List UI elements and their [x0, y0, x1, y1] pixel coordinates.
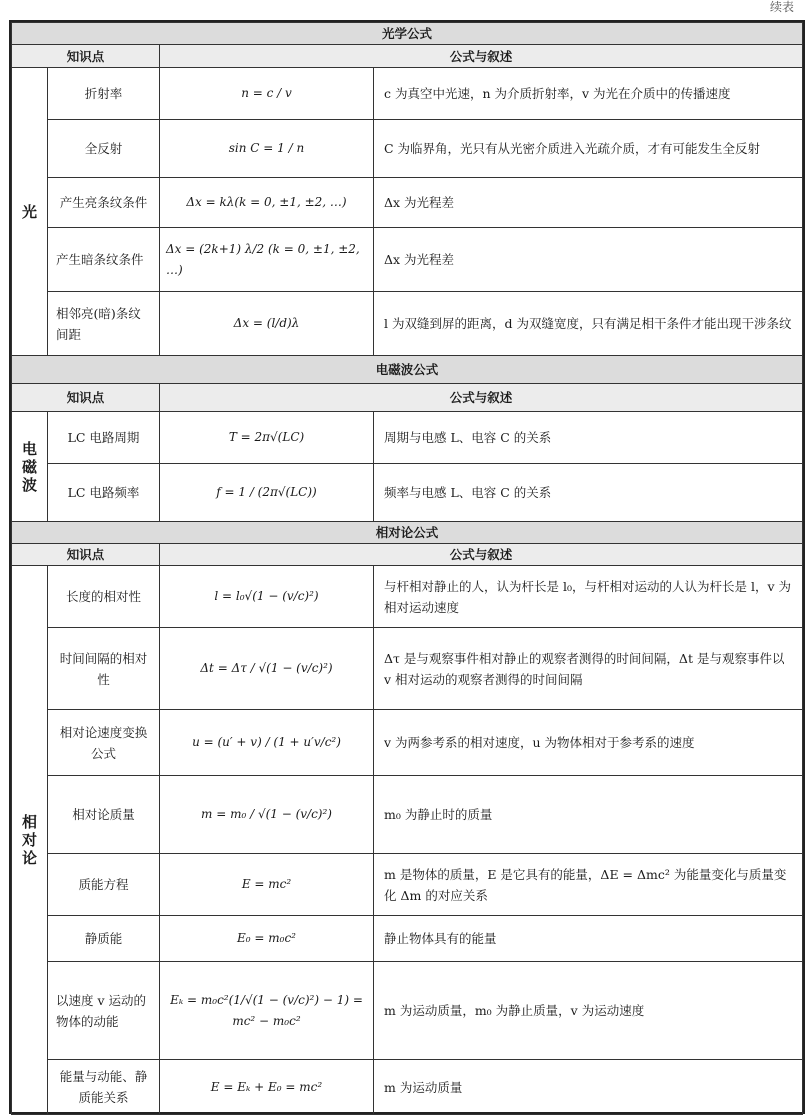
- term-mass-energy: 质能方程: [48, 854, 160, 916]
- formula-length-relativity: l = l₀√(1 − (v/c)²): [160, 566, 374, 628]
- term-refractive-index: 折射率: [48, 68, 160, 120]
- formula-velocity-transform: u = (u′ + v) / (1 + u′v/c²): [160, 710, 374, 776]
- term-length-relativity: 长度的相对性: [48, 566, 160, 628]
- term-total-reflection: 全反射: [48, 120, 160, 178]
- term-energy-relation: 能量与动能、静质能关系: [48, 1060, 160, 1115]
- formula-energy-relation: E = Eₖ + E₀ = mc²: [160, 1060, 374, 1115]
- formula-mass-energy: E = mc²: [160, 854, 374, 916]
- term-kinetic-energy: 以速度 v 运动的物体的动能: [48, 962, 160, 1060]
- term-lc-period: LC 电路周期: [48, 412, 160, 464]
- term-dark-fringe: 产生暗条纹条件: [48, 228, 160, 292]
- section-title-optics: 光学公式: [12, 23, 803, 45]
- desc-length-relativity: 与杆相对静止的人，认为杆长是 l₀，与杆相对运动的人认为杆长是 l，v 为相对运动速度: [374, 566, 803, 628]
- formula-total-reflection: sin C = 1 / n: [160, 120, 374, 178]
- formula-dark-fringe: Δx = (2k+1) λ/2 (k = 0, ±1, ±2, …): [160, 228, 374, 292]
- header-knowledge-point: 知识点: [12, 544, 160, 566]
- desc-time-relativity: Δτ 是与观察事件相对静止的观察者测得的时间间隔，Δt 是与观察事件以 v 相对运动的观察者测得的时间间隔: [374, 628, 803, 710]
- desc-velocity-transform: v 为两参考系的相对速度，u 为物体相对于参考系的速度: [374, 710, 803, 776]
- term-velocity-transform: 相对论速度变换公式: [48, 710, 160, 776]
- header-formula-description: 公式与叙述: [160, 384, 803, 412]
- formula-rest-energy: E₀ = m₀c²: [160, 916, 374, 962]
- desc-refractive-index: c 为真空中光速，n 为介质折射率，v 为光在介质中的传播速度: [374, 68, 803, 120]
- header-formula-description: 公式与叙述: [160, 544, 803, 566]
- section-title-em-waves: 电磁波公式: [12, 356, 803, 384]
- formula-lc-frequency: f = 1 / (2π√(LC)): [160, 464, 374, 522]
- desc-lc-frequency: 频率与电感 L、电容 C 的关系: [374, 464, 803, 522]
- formula-time-relativity: Δt = Δτ / √(1 − (v/c)²): [160, 628, 374, 710]
- formula-refractive-index: n = c / v: [160, 68, 374, 120]
- header-knowledge-point: 知识点: [12, 45, 160, 68]
- desc-kinetic-energy: m 为运动质量，m₀ 为静止质量，v 为运动速度: [374, 962, 803, 1060]
- section-title-relativity: 相对论公式: [12, 522, 803, 544]
- category-optics: 光: [12, 68, 48, 356]
- header-knowledge-point: 知识点: [12, 384, 160, 412]
- continued-mark: 续表: [769, 0, 794, 14]
- formula-lc-period: T = 2π√(LC): [160, 412, 374, 464]
- desc-rest-energy: 静止物体具有的能量: [374, 916, 803, 962]
- formula-fringe-spacing: Δx = (l/d)λ: [160, 292, 374, 356]
- formula-table: [11, 22, 803, 1115]
- desc-mass-energy: m 是物体的质量，E 是它具有的能量，ΔE = Δmc² 为能量变化与质量变化 Δm 的对应关系: [374, 854, 803, 916]
- formula-bright-fringe: Δx = kλ(k = 0, ±1, ±2, …): [160, 178, 374, 228]
- category-relativity: 相对论: [12, 566, 48, 1115]
- desc-lc-period: 周期与电感 L、电容 C 的关系: [374, 412, 803, 464]
- formula-kinetic-energy: Eₖ = m₀c²(1/√(1 − (v/c)²) − 1) = mc² − m₀c²: [160, 962, 374, 1060]
- formula-table-sheet: [9, 20, 805, 1114]
- formula-relativistic-mass: m = m₀ / √(1 − (v/c)²): [160, 776, 374, 854]
- term-fringe-spacing: 相邻亮(暗)条纹间距: [48, 292, 160, 356]
- term-rest-energy: 静质能: [48, 916, 160, 962]
- desc-total-reflection: C 为临界角，光只有从光密介质进入光疏介质，才有可能发生全反射: [374, 120, 803, 178]
- desc-energy-relation: m 为运动质量: [374, 1060, 803, 1115]
- category-em-waves: 电磁波: [12, 412, 48, 522]
- term-bright-fringe: 产生亮条纹条件: [48, 178, 160, 228]
- term-lc-frequency: LC 电路频率: [48, 464, 160, 522]
- desc-dark-fringe: Δx 为光程差: [374, 228, 803, 292]
- term-time-relativity: 时间间隔的相对性: [48, 628, 160, 710]
- desc-bright-fringe: Δx 为光程差: [374, 178, 803, 228]
- desc-relativistic-mass: m₀ 为静止时的质量: [374, 776, 803, 854]
- term-relativistic-mass: 相对论质量: [48, 776, 160, 854]
- desc-fringe-spacing: l 为双缝到屏的距离，d 为双缝宽度，只有满足相干条件才能出现干涉条纹: [374, 292, 803, 356]
- header-formula-description: 公式与叙述: [160, 45, 803, 68]
